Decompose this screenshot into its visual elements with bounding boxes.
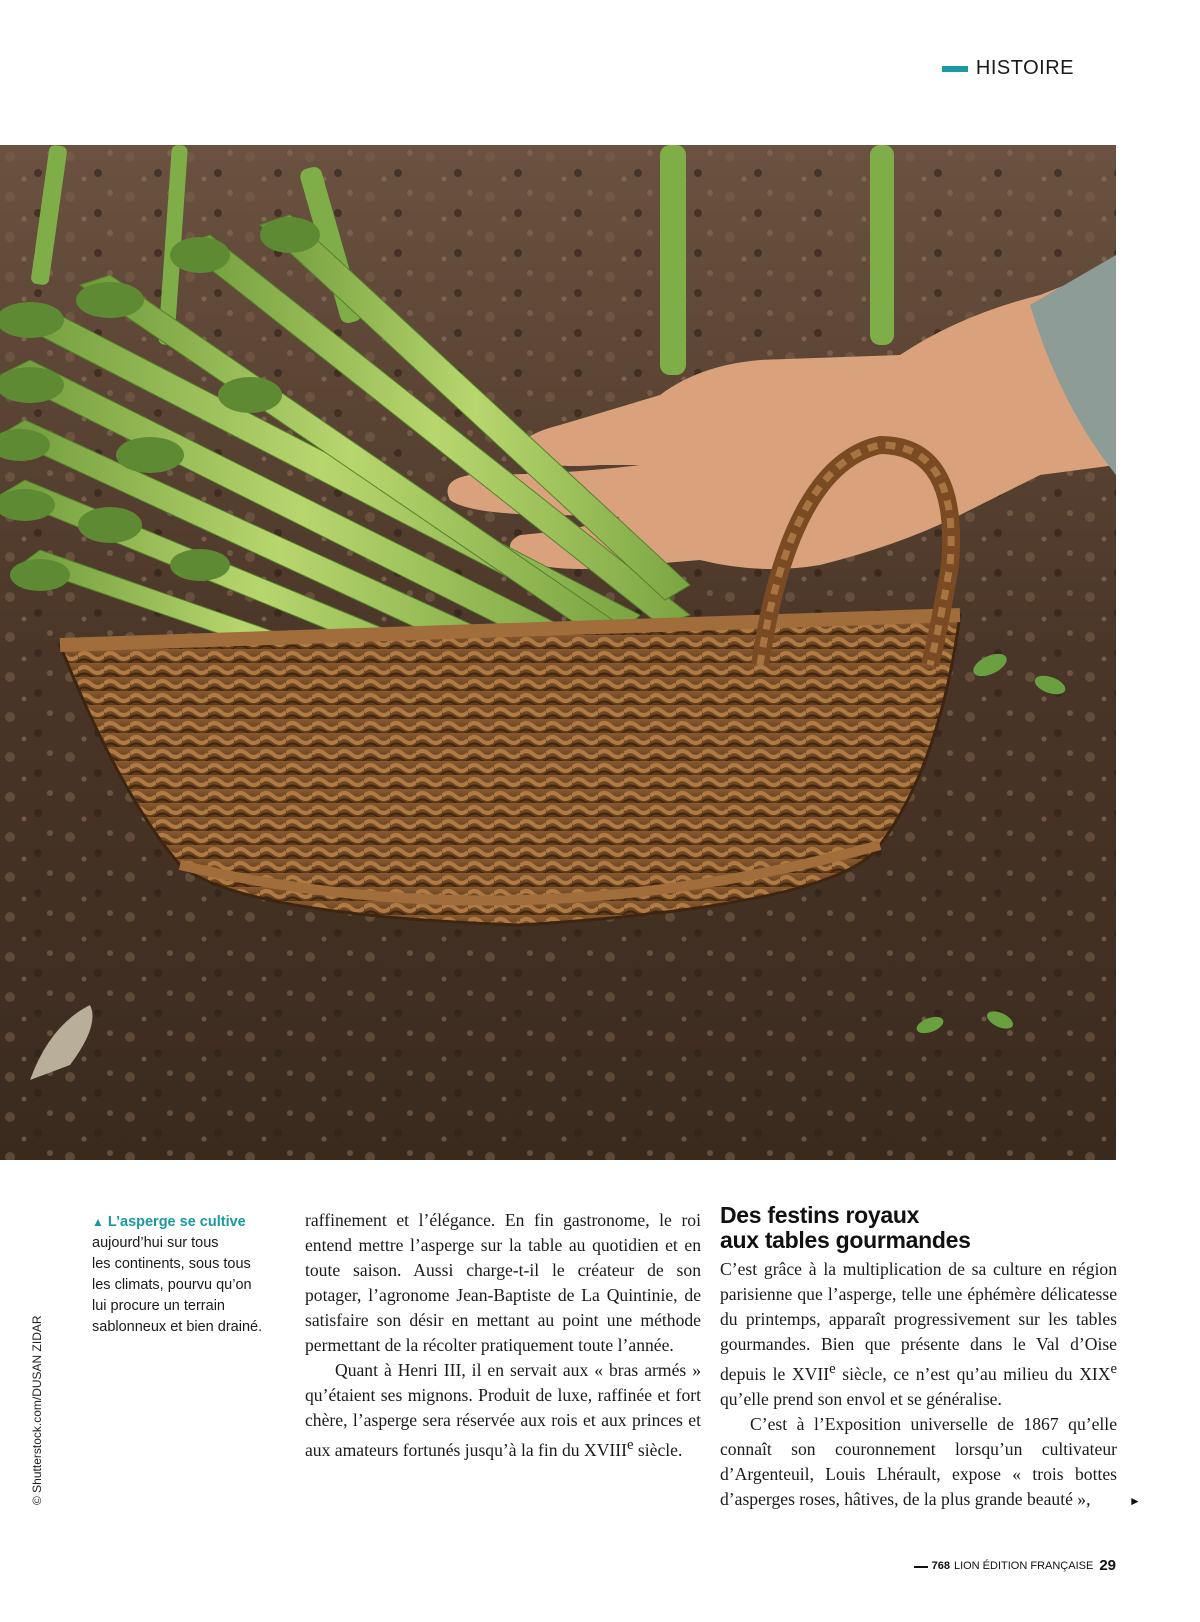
roman-numeral: XIX [1079, 1363, 1111, 1384]
caption-lead: L’asperge se cultive [107, 1214, 246, 1230]
section-accent-bar [942, 66, 968, 72]
photo-caption [92, 1212, 272, 1338]
caption-line: lui procure un terrain [92, 1298, 225, 1314]
asparagus-basket-photo [0, 145, 1116, 1160]
page-footer [914, 1557, 1116, 1574]
section-tag [942, 57, 1074, 80]
caption-line: les continents, sous tous [92, 1256, 251, 1272]
caption-line: sablonneux et bien drainé. [92, 1319, 263, 1335]
roman-numeral: XVIII [583, 1439, 627, 1460]
section-heading: Des festins royaux aux tables gourmandes [720, 1202, 971, 1253]
body-column-1 [305, 1208, 701, 1463]
roman-numeral: III [443, 1360, 462, 1380]
continue-arrow-icon: ► [1129, 1494, 1141, 1508]
magazine-name: LION ÉDITION FRANÇAISE [953, 1559, 1094, 1572]
body-paragraph: raffinement et l’élégance. En fin gastronome, le roi entend mettre l’asperge sur la table au quotidien et en toute saison. Aussi charge-t-il le créateur de son potager, l’agronome Jean-Baptiste de La Quintinie, de satisfaire son désir en mettant au point une méthode permettant de la récolter pratiquement toute l’année. [305, 1210, 701, 1355]
footer-accent-bar [914, 1566, 928, 1568]
photo-credit: © Shutterstock.com/DUSAN ZIDAR [30, 1315, 44, 1505]
caption-lead-line [92, 1212, 272, 1233]
body-column-2 [720, 1203, 1117, 1512]
caption-line: aujourd’hui sur tous [92, 1235, 219, 1251]
body-paragraph: Quant à Henri III, il en servait aux « bras armés » qu’étaient ses mignons. Produit de luxe, raffinée et fort chère, l’asperge sera réservée aux rois et aux princes et aux amateurs fortunés jusqu’à la fin du XVIIIe siècle. [305, 1360, 701, 1460]
page-number: 29 [1099, 1557, 1116, 1574]
caption-line: les climats, pourvu qu’on [92, 1277, 252, 1293]
body-paragraph: C’est grâce à la multiplication de sa culture en région parisienne que l’asperge, telle une éphémère délicatesse du printemps, apparaît progressivement sur les tables gourmandes. Bien que présente dans le Val d’Oise depuis le XVIIe siècle, ce n’est qu’au milieu du XIXe qu’elle prend son envol et se généralise. [720, 1259, 1117, 1409]
issue-number: 768 [931, 1559, 950, 1572]
roman-numeral: XVII [791, 1363, 830, 1384]
triangle-up-icon: ▲ [92, 1215, 104, 1229]
section-title: HISTOIRE [975, 57, 1074, 79]
body-paragraph: C’est à l’Exposition universelle de 1867 qu’elle connaît son couronnement lorsqu’un cultivateur d’Argenteuil, Louis Lhérault, expose « trois bottes d’asperges roses, hâtives, de la plus grande beauté », [720, 1413, 1117, 1509]
